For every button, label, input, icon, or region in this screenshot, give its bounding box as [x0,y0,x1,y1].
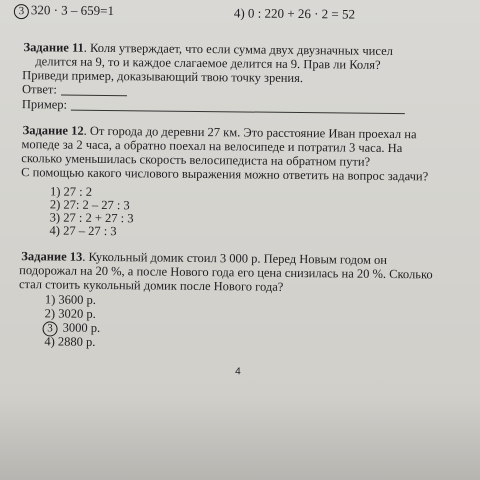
task12-label: Задание 12 [22,123,84,138]
task13-option-4: 4) 2880 р. [44,334,96,349]
answer-blank[interactable] [61,84,127,97]
task11-line-2: Приведи пример, доказывающий твою точку зрения. [22,68,304,86]
page-number: 4 [235,366,241,378]
task12-option-4: 4) 27 – 27 : 3 [49,223,117,239]
example-label: Пример: [21,97,68,112]
worksheet-page [6,0,480,405]
example-blank[interactable] [71,99,405,114]
task13-line-0: . Кукольный домик стоил 3 000 р. Перед Новым годом он [82,249,388,267]
circled-mark: 3 [14,4,29,19]
task12-line-2: сколько уменьшилась скорость велосипедиста на обратном пути? [21,151,371,169]
task12-line-1: мопеде за 2 часа, а обратно поехал на велосипеде и потратил 3 часа. На [21,137,403,156]
task13-option-2: 2) 3020 р. [44,306,96,321]
task13-line-2: стал стоить кукольный домик после Нового года? [18,277,284,294]
answer-label: Ответ: [21,82,57,97]
task13-line-1: подорожал на 20 %, а после Нового года его цена снизилась на 20 %. Сколько [19,263,433,282]
task13-option-3-text: 3000 р. [59,320,101,335]
bottom-shadow [0,396,480,480]
task12-option-1: 1) 27 : 2 [49,184,93,199]
task11-line-1: делится на 9, то и каждое слагаемое делится на 9. Прав ли Коля? [35,54,381,72]
task13-option-1: 1) 3600 р. [44,292,96,307]
task12-option-2: 2) 27: 2 – 27 : 3 [49,197,130,213]
task13-label: Задание 13 [21,249,83,264]
circled-mark: 3 [42,321,57,336]
task11-line-0: . Коля утверждает, что если сумма двух двузначных чисел [83,40,393,59]
task12-line-0: . От города до деревни 27 км. Это расстояние Иван проехал на [83,123,417,142]
task11-answer-row [22,82,127,97]
task11-example-row [22,97,405,115]
task12-line-3: С помощью какого числового выражения можно ответить на вопрос задачи? [21,165,429,184]
top-right-expression: 4) 0 : 220 + 26 · 2 = 52 [233,5,356,22]
task11-label: Задание 11 [23,40,84,55]
top-left-answer [14,3,114,20]
task12-option-3: 3) 27 : 2 + 27 : 3 [49,210,134,226]
top-left-expression: 320 · 3 – 659=1 [30,2,115,19]
